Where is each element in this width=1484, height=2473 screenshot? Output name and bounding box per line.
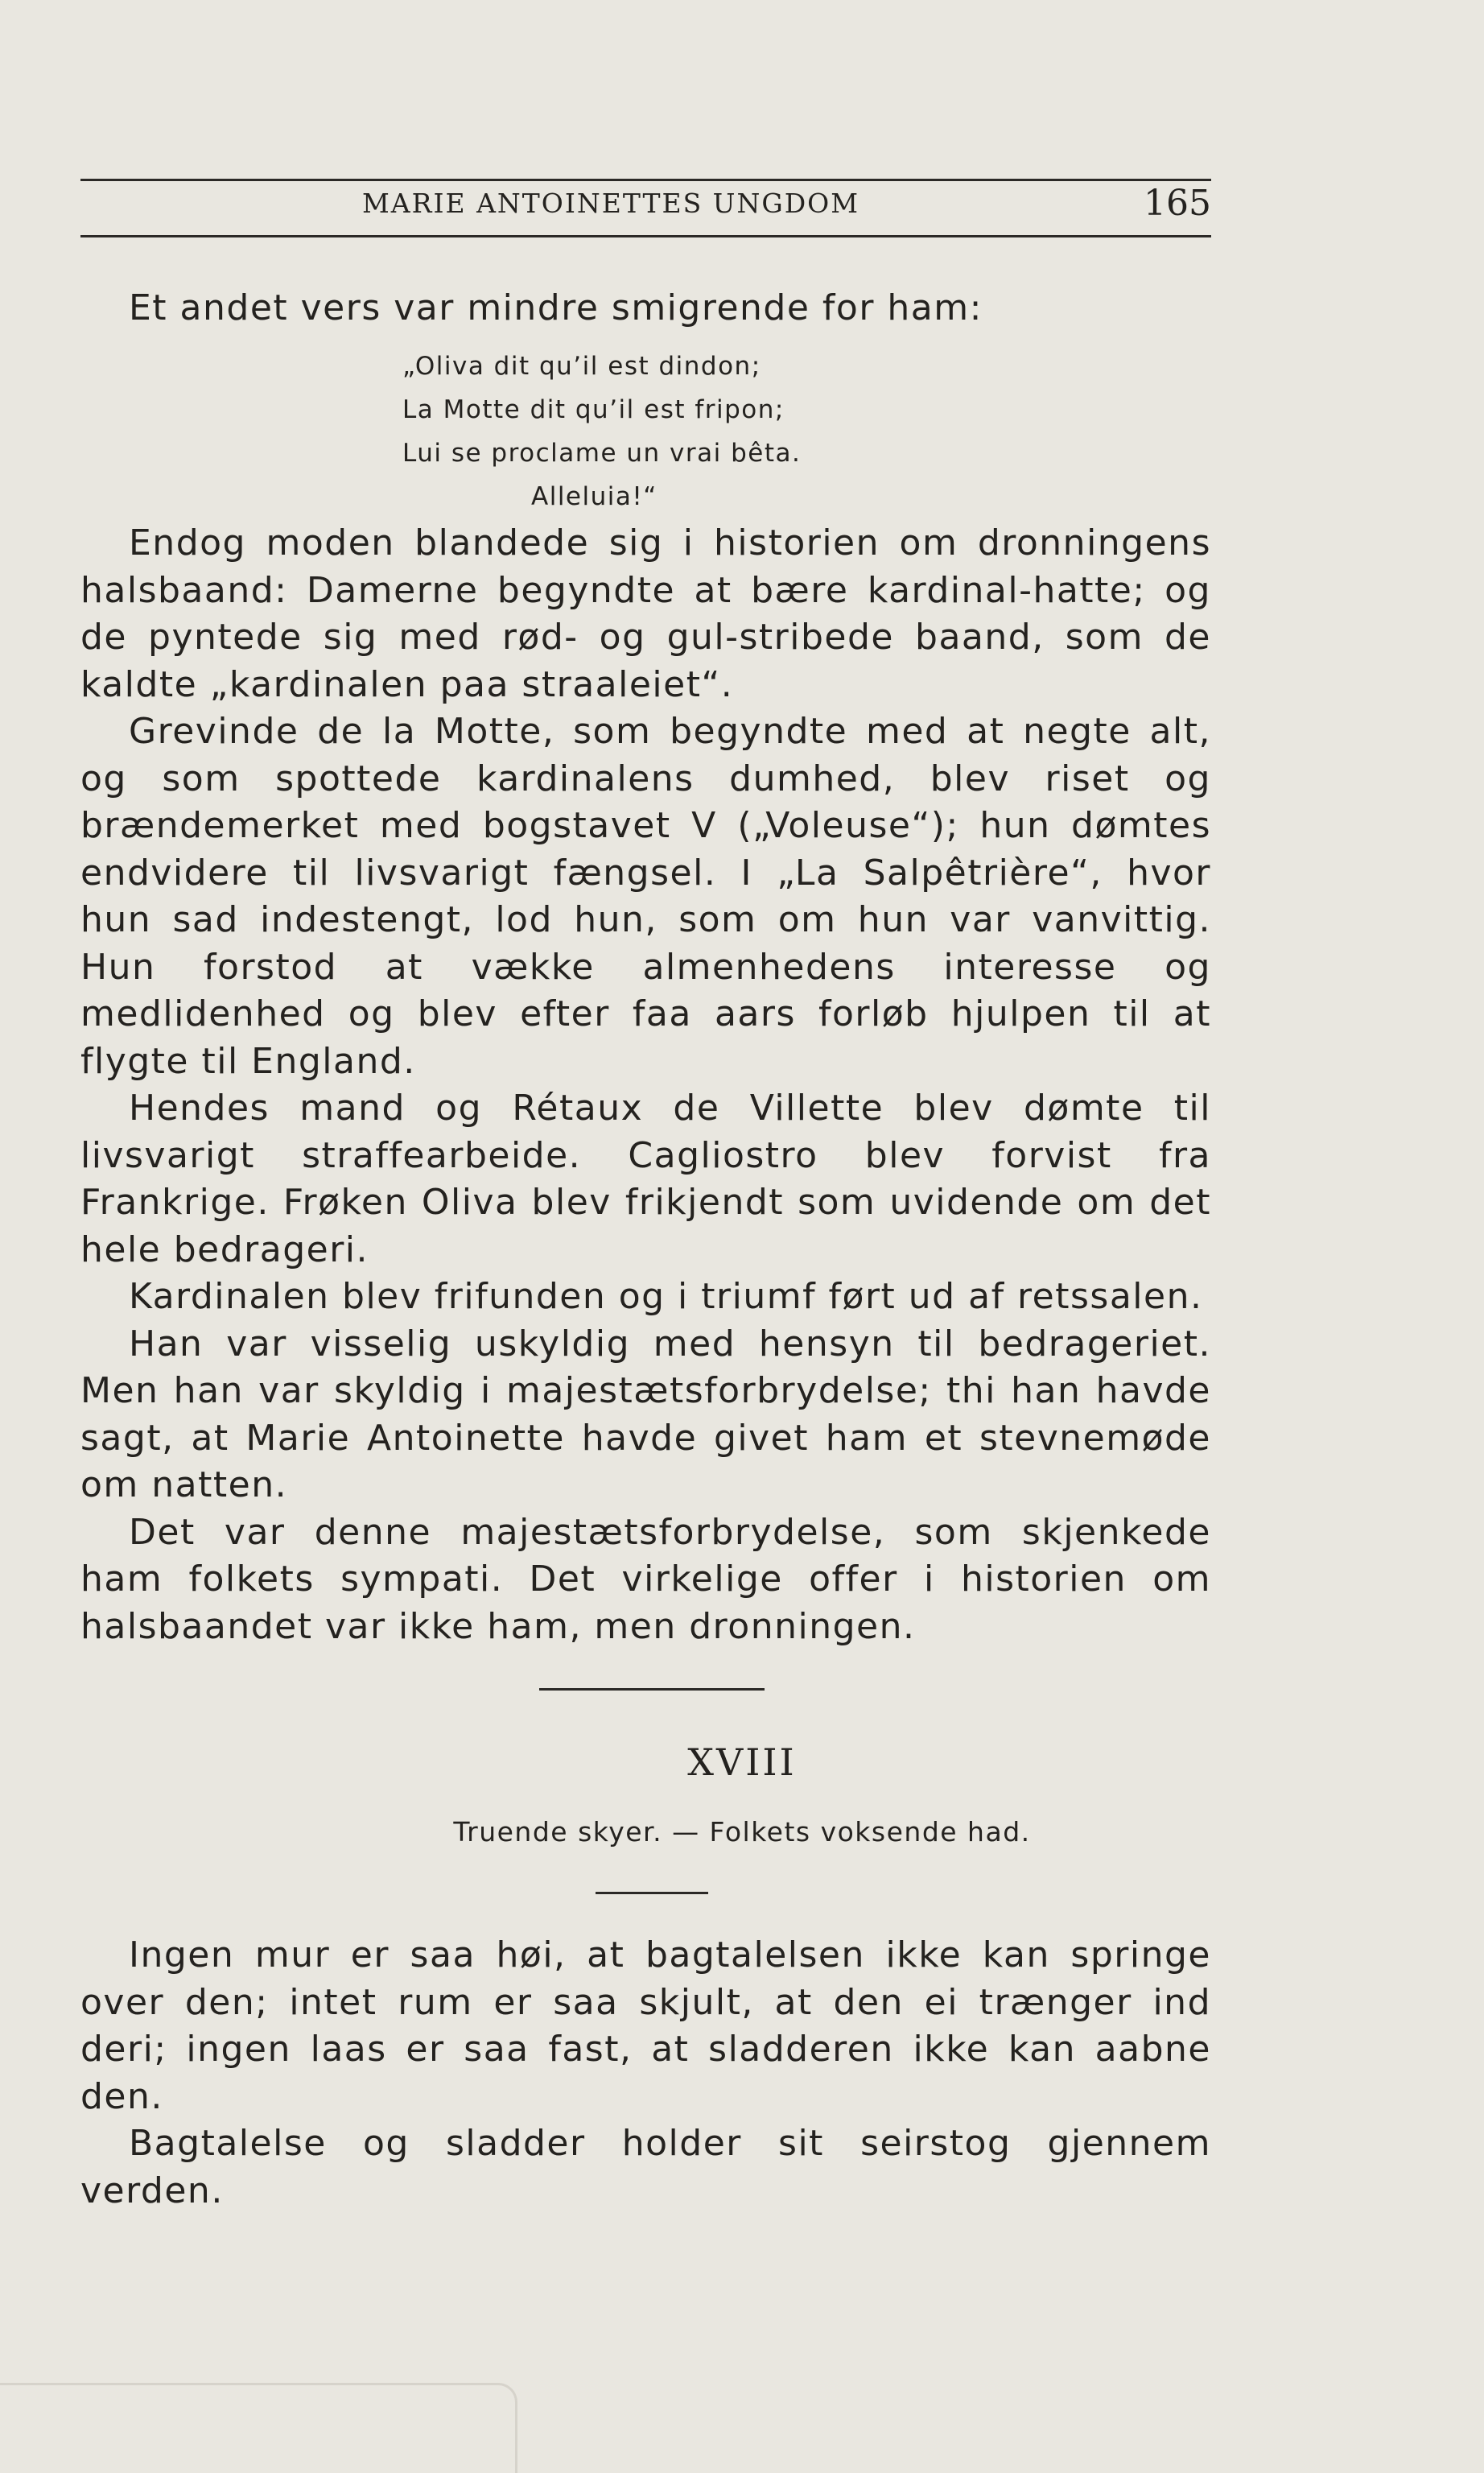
body-text [80, 520, 1211, 1650]
verse-line: „Oliva dit qu’il est dindon; [402, 352, 761, 381]
verse-block [402, 345, 801, 518]
chapter-number: XVIII [687, 1740, 797, 1784]
running-head: MARIE ANTOINETTES UNGDOM [362, 188, 860, 219]
paragraph: Hendes mand og Rétaux de Villette blev dømte til livsvarigt straffearbeide. Cagliostro blev forvist fra Frankrige. Frøken Oliva blev frikjendt som uvidende om det hele bedrageri. [80, 1088, 1211, 1270]
paragraph: Det var denne majestætsforbrydelse, som skjenkede ham folkets sympati. Det virkelige offer i historien om halsbaandet var ikke ham, men dronningen. [80, 1511, 1211, 1647]
page-number: 165 [1144, 183, 1211, 224]
paragraph: Grevinde de la Motte, som begyndte med at negte alt, og som spottede kardinalens dumhed, blev riset og brændemerket med bogstavet V („Voleuse“); hun dømtes endvidere til livsvarigt fængsel. I „La Salpêtrière“, hvor hun sad indestengt, lod hun, som om hun var vanvittig. Hun forstod at vække almenhedens interesse og medlidenhed og blev efter faa aars forløb hjulpen til at flygte til England. [80, 711, 1211, 1082]
paragraph: Han var visselig uskyldig med hensyn til bedrageriet. Men han var skyldig i majestætsforbrydelse; thi han havde sagt, at Marie Antoinette havde givet ham et stevnemøde om natten. [80, 1323, 1211, 1505]
verse-line: Lui se proclame un vrai bêta. [402, 439, 802, 468]
verse-line: La Motte dit qu’il est fripon; [402, 395, 785, 424]
paragraph: Bagtalelse og sladder holder sit seirstog gjennem verden. [80, 2123, 1211, 2211]
verse-intro-line: Et andet vers var mindre smigrende for ham: [129, 287, 983, 328]
header-top-rule [80, 179, 1211, 181]
section-separator [539, 1688, 765, 1691]
paragraph: Kardinalen blev frifunden og i triumf ført ud af retssalen. [129, 1276, 1203, 1317]
page-header [80, 185, 1211, 230]
chapter-body-text [80, 1932, 1211, 2215]
verse-line: Alleluia!“ [531, 482, 657, 511]
page-fold-edge [0, 2383, 517, 2473]
paragraph: Ingen mur er saa høi, at bagtalelsen ikke kan springe over den; intet rum er saa skjult, at den ei trænger ind deri; ingen laas er saa fast, at sladderen ikke kan aabne den. [80, 1934, 1211, 2117]
header-bottom-rule [80, 235, 1211, 237]
chapter-separator [596, 1892, 708, 1894]
chapter-subtitle: Truende skyer. — Folkets voksende had. [453, 1816, 1031, 1848]
paragraph: Endog moden blandede sig i historien om dronningens halsbaand: Damerne begyndte at bære kardinal-hatte; og de pyntede sig med rød- og gul-stribede baand, som de kaldte „kardinalen paa straaleiet“. [80, 522, 1211, 705]
